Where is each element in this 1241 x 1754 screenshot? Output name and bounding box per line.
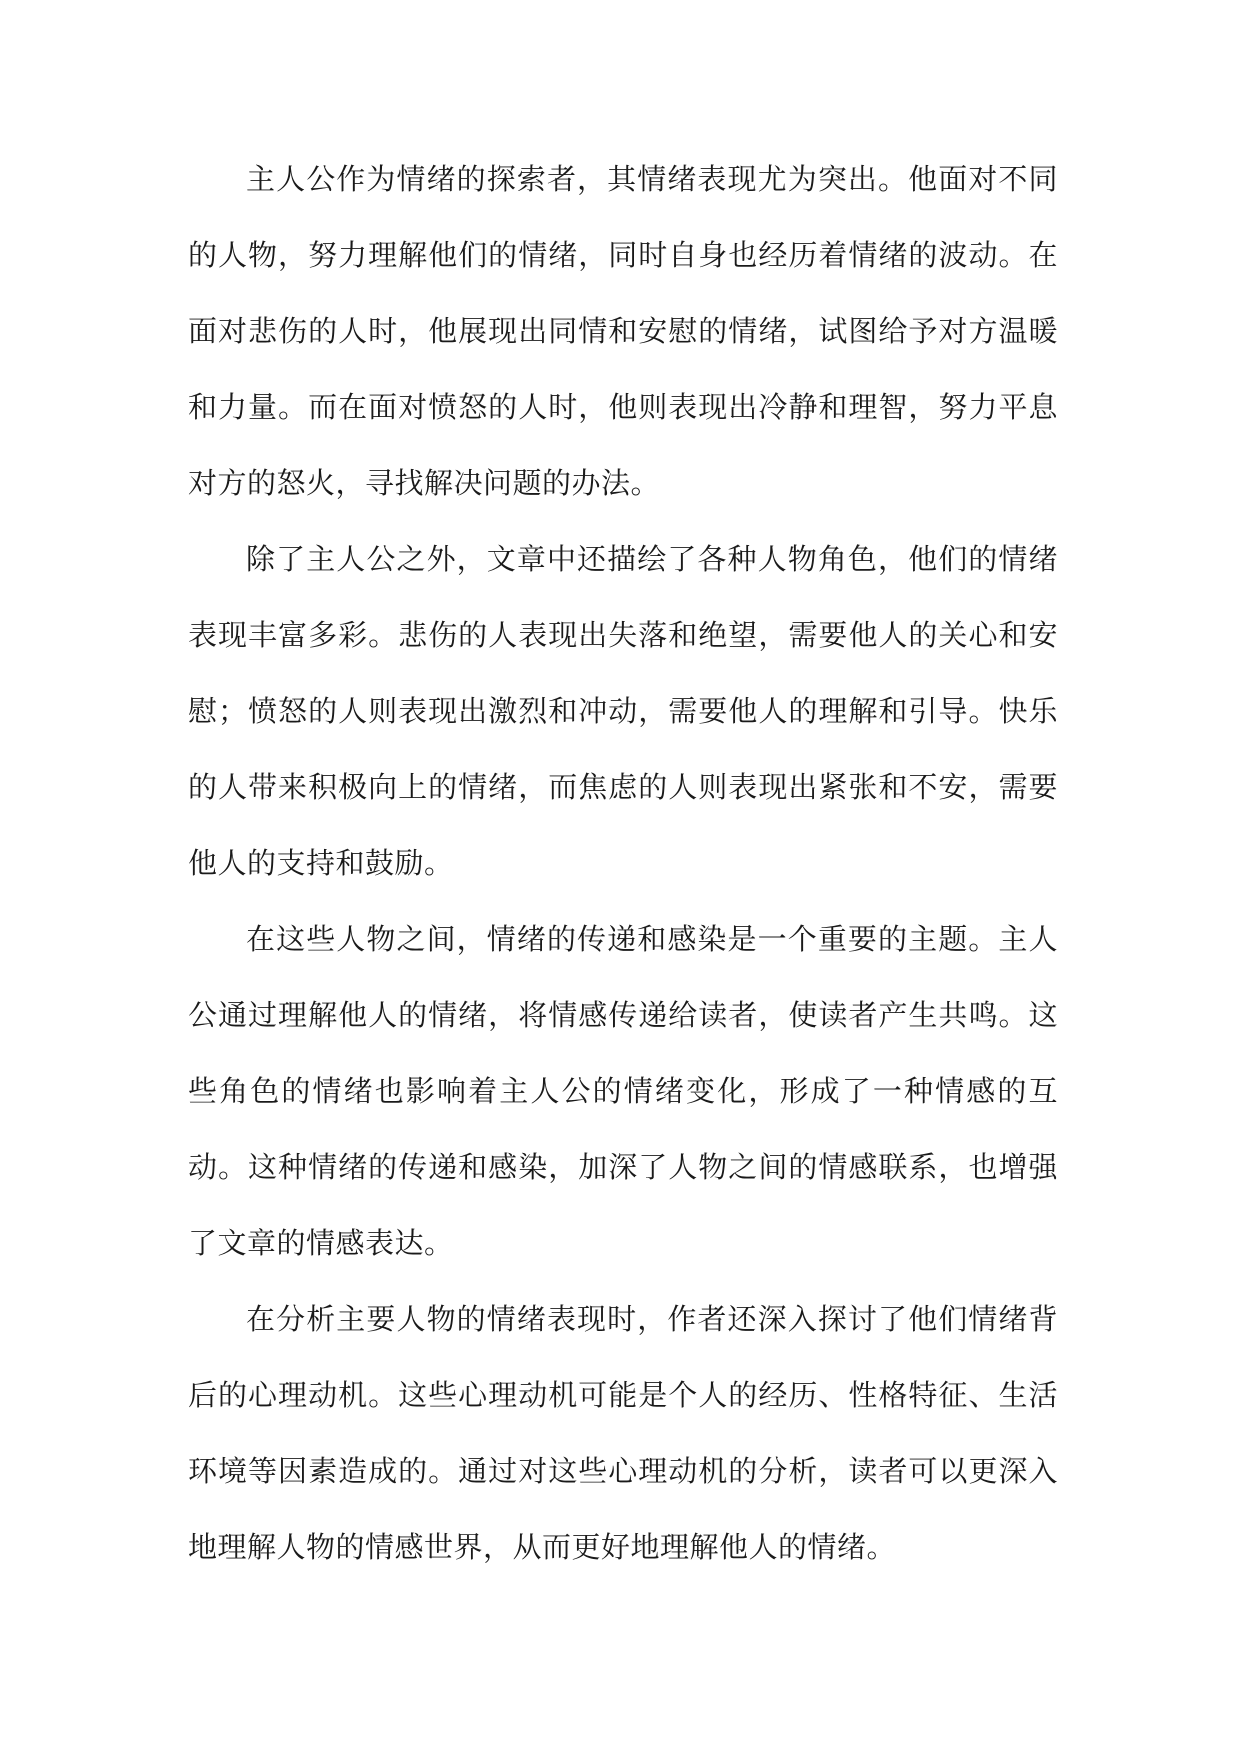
paragraph-1: 主人公作为情绪的探索者，其情绪表现尤为突出。他面对不同的人物，努力理解他们的情绪，同时自身也经历着情绪的波动。在面对悲伤的人时，他展现出同情和安慰的情绪，试图给予对方温暖和力量。而在面对愤怒的人时，他则表现出冷静和理智，努力平息对方的怒火，寻找解决问题的办法。 — [188, 162, 1058, 500]
paragraph-2: 除了主人公之外，文章中还描绘了各种人物角色，他们的情绪表现丰富多彩。悲伤的人表现出失落和绝望，需要他人的关心和安慰；愤怒的人则表现出激烈和冲动，需要他人的理解和引导。快乐的人带来积极向上的情绪，而焦虑的人则表现出紧张和不安，需要他人的支持和鼓励。 — [188, 542, 1058, 880]
document-body — [188, 141, 1058, 1585]
paragraph-4: 在分析主要人物的情绪表现时，作者还深入探讨了他们情绪背后的心理动机。这些心理动机可能是个人的经历、性格特征、生活环境等因素造成的。通过对这些心理动机的分析，读者可以更深入地理解人物的情感世界，从而更好地理解他人的情绪。 — [188, 1302, 1058, 1564]
paragraph-3: 在这些人物之间，情绪的传递和感染是一个重要的主题。主人公通过理解他人的情绪，将情感传递给读者，使读者产生共鸣。这些角色的情绪也影响着主人公的情绪变化，形成了一种情感的互动。这种情绪的传递和感染，加深了人物之间的情感联系，也增强了文章的情感表达。 — [188, 922, 1058, 1260]
